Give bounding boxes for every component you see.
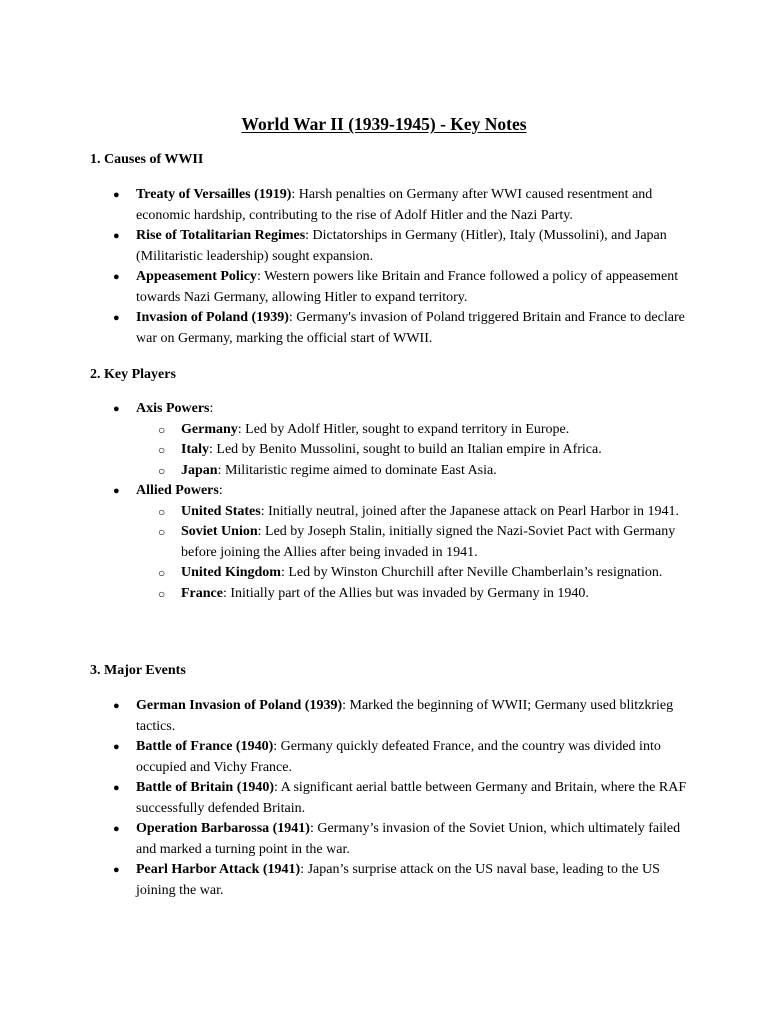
major-events-list — [0, 696, 768, 901]
item-term: Axis Powers — [136, 401, 210, 416]
list-item — [0, 778, 688, 819]
item-text: : Initially part of the Allies but was invaded by Germany in 1940. — [222, 585, 589, 601]
section-heading-key-players: 2. Key Players — [90, 367, 176, 382]
list-item — [0, 737, 688, 778]
item-term: German Invasion of Poland (1939) — [136, 698, 343, 713]
item-term: Invasion of Poland (1939) — [136, 310, 289, 325]
axis-powers-sublist — [136, 420, 688, 482]
item-text: : Led by Winston Churchill after Neville Chamberlain’s resignation. — [280, 565, 663, 580]
item-text: : Germany quickly defeated France, and the country was divided into occupied and Vichy France. — [136, 739, 661, 775]
item-text: : A significant aerial battle between Germany and Britain, where the RAF successfully defended Britain. — [136, 780, 687, 816]
sub-list-item — [136, 461, 681, 482]
item-text: : Militaristic regime aimed to dominate East Asia. — [217, 462, 497, 478]
list-item-allied-powers — [0, 481, 688, 604]
item-text: : Led by Benito Mussolini, sought to build an Italian empire in Africa. — [209, 442, 602, 457]
sub-list-item — [136, 584, 681, 605]
list-item — [0, 185, 688, 226]
item-text: : Marked the beginning of WWII; Germany used blitzkrieg tactics. — [136, 698, 674, 734]
list-item — [0, 860, 688, 901]
item-term: Operation Barbarossa (1941) — [136, 821, 310, 836]
item-term: Japan — [181, 462, 218, 478]
item-term: Treaty of Versailles (1919) — [136, 187, 292, 202]
item-term: Rise of Totalitarian Regimes — [136, 228, 306, 243]
item-text: : Germany's invasion of Poland triggered Britain and France to declare war on Germany, marking the official start of WWII. — [136, 310, 685, 346]
causes-list — [0, 185, 768, 349]
sub-list-item — [136, 440, 681, 461]
sub-list-item — [136, 563, 681, 584]
sub-list-item — [136, 420, 681, 441]
item-term: Germany — [181, 421, 238, 437]
item-text: : Western powers like Britain and France followed a policy of appeasement towards Nazi Germany, allowing Hitler to expand territory. — [136, 269, 679, 305]
item-term: United Kingdom — [181, 565, 281, 580]
item-term: Appeasement Policy — [136, 269, 257, 284]
document-title: World War II (1939-1945) - Key Notes — [241, 114, 527, 134]
list-item — [0, 226, 688, 267]
item-term: Pearl Harbor Attack (1941) — [136, 862, 301, 877]
item-term: Allied Powers — [136, 483, 219, 498]
item-text: : Dictatorships in Germany (Hitler), Italy (Mussolini), and Japan (Militaristic leadership) sought expansion. — [136, 228, 667, 264]
allied-powers-sublist — [136, 502, 688, 605]
item-term: United States — [181, 503, 261, 519]
sub-list-item — [136, 522, 681, 563]
item-text: : Germany’s invasion of the Soviet Union, which ultimately failed and marked a turning point in the war. — [136, 821, 681, 857]
list-item — [0, 267, 688, 308]
sub-list-item — [136, 502, 681, 523]
list-item — [0, 308, 688, 349]
section-heading-major-events: 3. Major Events — [90, 663, 186, 678]
item-text: : Led by Joseph Stalin, initially signed the Nazi-Soviet Pact with Germany before joining the Allies after being invaded in 1941. — [181, 524, 676, 560]
list-item — [0, 819, 688, 860]
item-term: Battle of France (1940) — [136, 739, 274, 754]
item-text: : — [218, 483, 223, 498]
item-term: France — [181, 585, 223, 601]
list-item-axis-powers — [0, 399, 688, 481]
item-term: Soviet Union — [181, 524, 258, 539]
item-text: : Led by Adolf Hitler, sought to expand territory in Europe. — [237, 421, 570, 437]
item-text: : Initially neutral, joined after the Japanese attack on Pearl Harbor in 1941. — [260, 503, 680, 519]
item-text: : — [209, 401, 214, 416]
item-text: : Japan’s surprise attack on the US naval base, leading to the US joining the war. — [136, 862, 660, 898]
section-heading-causes: 1. Causes of WWII — [90, 152, 204, 167]
item-term: Battle of Britain (1940) — [136, 780, 275, 795]
key-players-list — [0, 399, 768, 604]
list-item — [0, 696, 688, 737]
item-term: Italy — [181, 442, 209, 457]
item-text: : Harsh penalties on Germany after WWI caused resentment and economic hardship, contributing to the rise of Adolf Hitler and the Nazi Party. — [136, 187, 653, 223]
